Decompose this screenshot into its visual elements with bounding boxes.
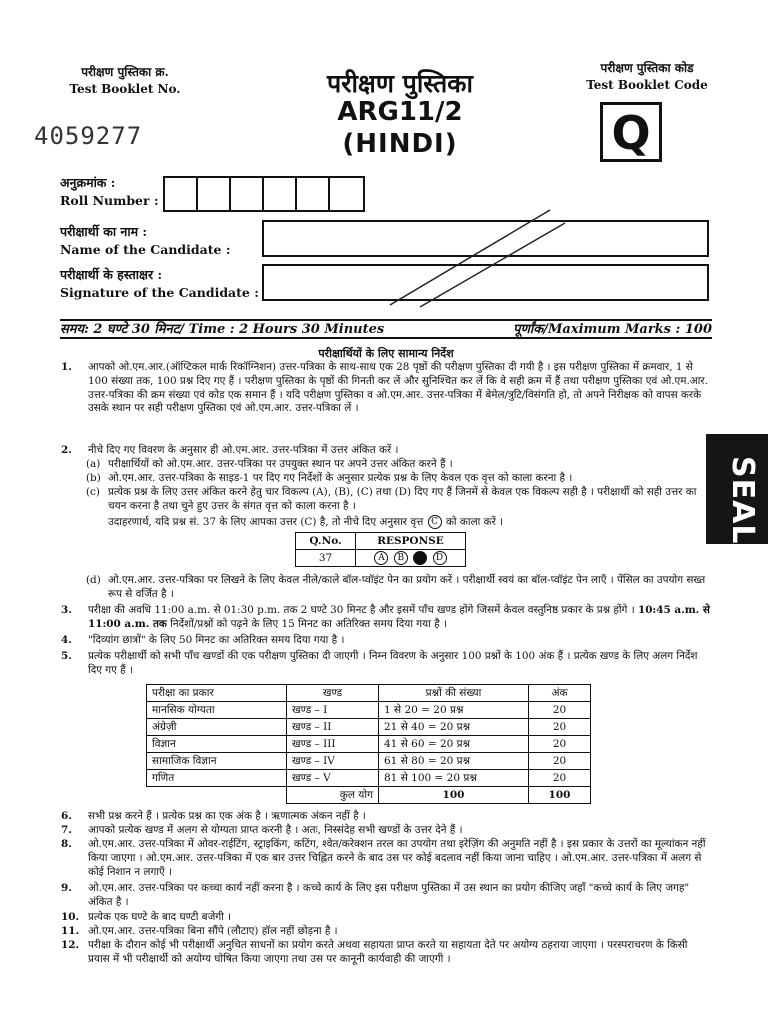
instruction-text: ओ.एम.आर. उत्तर-पत्रिका पर कच्चा कार्य नहीं करना है । कच्चे कार्य के लिए इस परीक्षण पुस्तिका में उस स्थान का प्रयोग कीजिए जहाँ "कच्चे कार्य के लिए जगह" अंकित है । (88, 882, 690, 908)
roll-number-label (60, 174, 159, 210)
section-number: खण्ड – II (287, 719, 379, 736)
instruction-number: 3. (61, 604, 72, 616)
section-table (146, 684, 591, 804)
instruction-text: ओ.एम.आर. उत्तर-पत्रिका के साइड-1 पर दिए गए निर्देशों के अनुसार प्रत्येक प्रश्न के लिए केवल एक वृत्त को काला करना है । (108, 472, 573, 484)
instruction-text-bold: 10:45 a.m. से 11:00 a.m. तक (88, 604, 710, 630)
instruction-7 (61, 824, 710, 838)
response-bubble-c-filled (413, 551, 427, 565)
instruction-9 (61, 882, 710, 910)
instruction-text: आपको प्रत्येक खण्ड में अलग से योग्यता प्राप्त करनी है । अतः, निस्संदेह सभी खण्डों के उत्तर देने हैं । (88, 824, 463, 836)
section-marks: 20 (529, 702, 591, 719)
empty-cell (147, 787, 287, 804)
qno-value: 37 (296, 550, 356, 567)
section-type: गणित (147, 770, 287, 787)
instruction-5 (61, 650, 710, 678)
section-table-header-row (147, 685, 591, 702)
instruction-text: सभी प्रश्न करने हैं । प्रत्येक प्रश्न का एक अंक है । ऋणात्मक अंकन नहीं है । (88, 810, 366, 822)
instruction-2c-example (108, 515, 710, 530)
instruction-sub-label: (c) (86, 486, 100, 498)
instruction-sub-label: (d) (86, 574, 101, 586)
roll-number-cell[interactable] (198, 178, 231, 210)
section-marks: 20 (529, 770, 591, 787)
booklet-number-label-en: Test Booklet No. (69, 82, 181, 96)
instruction-text: परीक्षा के दौरान कोई भी परीक्षार्थी अनुचित साधनों का प्रयोग करते अथवा सहायता प्राप्त करते या सहायता देते पर अयोग्य ठहराया जाएगा । परस्पराचरण के किसी प्रयास में भी परीक्षार्थी को अयोग्य घोषित किया जाएगा तथा उस पर कानूनी कार्यवाही की जाएगी । (88, 939, 688, 965)
booklet-number-label-hi: परीक्षण पुस्तिका क्र. (81, 65, 169, 79)
instruction-10 (61, 911, 710, 925)
booklet-number-label (60, 64, 190, 98)
booklet-number-value: 4059277 (34, 122, 143, 150)
instruction-sub-label: (a) (86, 458, 101, 470)
roll-number-cell[interactable] (165, 178, 198, 210)
instruction-2d (86, 574, 710, 602)
instruction-1 (61, 361, 710, 416)
qno-header: Q.No. (296, 533, 356, 550)
response-header: RESPONSE (356, 533, 466, 550)
instruction-2a (86, 458, 710, 472)
example-text: उदाहरणार्थ, यदि प्रश्न सं. 37 के लिए आपका उत्तर (C) है, तो नीचे दिए अनुसार वृत्त (108, 516, 424, 528)
instruction-text: आपको ओ.एम.आर.(ऑप्टिकल मार्क रिकॉग्निशन) उत्तर-पत्रिका के साथ-साथ एक 28 पृष्ठों की परीक्षण पुस्तिका दी गयी है । इस परीक्षण पुस्तिका में क्रमवार, 1 से 100 संख्या तक, 100 प्रश्न दिए गए हैं । परीक्षण पुस्तिका के पृष्ठों की गिनती कर लें और सुनिश्चित कर लें कि वे सही क्रम में हैं तथा परीक्षण पुस्तिका एवं ओ.एम.आर. उत्तर-पत्रिका की क्रम संख्या एवं कोड एक समान हैं । यदि परीक्षण पुस्तिका व ओ.एम.आर. उत्तर-पत्रिका में बेमेल/त्रुटि/विसंगति हो, तो अपने निरीक्षक को वापस करके उसके स्थान पर सही परीक्षण पुस्तिका एवं ओ.एम.आर. उत्तर-पत्रिका लें । (88, 361, 708, 415)
response-bubble-d: D (433, 551, 447, 565)
section-marks: 20 (529, 736, 591, 753)
response-example-table (295, 532, 466, 567)
instruction-text: प्रत्येक परीक्षार्थी को सभी पाँच खण्डों की एक परीक्षण पुस्तिका दी जाएगी । निम्न विवरण के अनुसार 100 प्रश्नों के 100 अंक हैं । प्रत्येक खण्ड के लिए अलग निर्देश दिए गए हैं । (88, 650, 698, 676)
response-bubble-a: A (374, 551, 388, 565)
instruction-number: 11. (61, 925, 80, 937)
section-number: खण्ड – I (287, 702, 379, 719)
section-questions: 81 से 100 = 20 प्रश्न (379, 770, 529, 787)
section-total-row (147, 787, 591, 804)
table-row (147, 719, 591, 736)
total-marks: 100 (529, 787, 591, 804)
candidate-name-label-hi: परीक्षार्थी का नाम : (60, 224, 148, 239)
table-row (147, 770, 591, 787)
example-text-end: को काला करें । (445, 516, 504, 528)
instruction-6 (61, 810, 710, 824)
instruction-3 (61, 604, 710, 632)
seal-tab (706, 434, 768, 544)
roll-number-label-en: Roll Number : (60, 193, 159, 208)
booklet-code-label (582, 60, 712, 94)
instruction-number: 7. (61, 824, 72, 836)
roll-number-label-hi: अनुक्रमांक : (60, 175, 116, 190)
instruction-text: ओ.एम.आर. उत्तर-पत्रिका बिना सौंपे (लौटाए) हॉल नहीं छोड़ना है । (88, 925, 338, 937)
instruction-2c (86, 486, 710, 514)
instruction-12 (61, 939, 710, 967)
section-type: अंग्रेज़ी (147, 719, 287, 736)
roll-number-cell[interactable] (330, 178, 363, 210)
response-bubbles (356, 550, 466, 567)
booklet-code-label-en: Test Booklet Code (586, 78, 708, 92)
instruction-text: ओ.एम.आर. उत्तर-पत्रिका में ओवर-राईटिंग, स्ट्राइकिंग, कटिंग, श्वेत/करेक्शन तरल का उपयोग तथा इरेज़िंग की अनुमति नहीं है । इस प्रकार के उत्तरों का मूल्यांकन नहीं किया जाएगा । ओ.एम.आर. उत्तर-पत्रिका में एक बार उत्तर चिह्नित करने के बाद उस पर कोई बदलाव नहीं किया जाना चाहिए । ओ.एम.आर. उत्तर-पत्रिका में अलग से कोई निशान न लगाएँ । (88, 838, 706, 878)
section-type: मानसिक योग्यता (147, 702, 287, 719)
booklet-code-box: Q (600, 102, 662, 162)
instruction-number: 9. (61, 882, 72, 894)
exam-duration: समय: 2 घण्टे 30 मिनट/ Time : 2 Hours 30 Minutes (60, 322, 385, 337)
total-questions: 100 (379, 787, 529, 804)
table-row (147, 753, 591, 770)
roll-number-cell[interactable] (297, 178, 330, 210)
exam-code: ARG11/2 (337, 97, 463, 127)
table-row (147, 702, 591, 719)
booklet-title: परीक्षण पुस्तिका (327, 69, 473, 98)
section-marks: 20 (529, 719, 591, 736)
instruction-2b (86, 472, 710, 486)
time-marks-bar (60, 319, 712, 339)
section-table-header: अंक (529, 685, 591, 702)
section-questions: 61 से 80 = 20 प्रश्न (379, 753, 529, 770)
instruction-number: 8. (61, 838, 72, 850)
instruction-number: 6. (61, 810, 72, 822)
instruction-number: 1. (61, 361, 72, 373)
candidate-signature-label-hi: परीक्षार्थी के हस्ताक्षर : (60, 267, 163, 282)
instruction-number: 2. (61, 444, 72, 456)
section-table-header: खण्ड (287, 685, 379, 702)
instruction-text: परीक्षार्थियों को ओ.एम.आर. उत्तर-पत्रिका पर उपयुक्त स्थान पर अपने उत्तर अंकित करने हैं । (108, 458, 453, 470)
section-questions: 1 से 20 = 20 प्रश्न (379, 702, 529, 719)
instruction-text: निर्देशों/प्रश्नों को पढ़ने के लिए 15 मिनट का अतिरिक्त समय दिया गया है । (170, 617, 447, 630)
instruction-text: "दिव्यांग छात्रों" के लिए 50 मिनट का अतिरिक्त समय दिया गया है । (88, 634, 345, 646)
roll-number-cell[interactable] (231, 178, 264, 210)
language-label: (HINDI) (342, 129, 458, 159)
instruction-4 (61, 634, 710, 648)
response-bubble-b: B (394, 551, 408, 565)
example-bubble: C (428, 515, 442, 529)
roll-number-cell[interactable] (264, 178, 297, 210)
instruction-11 (61, 925, 710, 939)
section-number: खण्ड – IV (287, 753, 379, 770)
instruction-text: ओ.एम.आर. उत्तर-पत्रिका पर लिखने के लिए केवल नीले/काले बॉल-प्वॉइंट पेन का प्रयोग करें । परीक्षार्थी स्वयं का बॉल-प्वॉइंट पेन लाएँ । पेंसिल का उपयोग सख्त रूप से वर्जित है । (108, 574, 706, 600)
total-label: कुल योग (287, 787, 379, 804)
maximum-marks: पूर्णांक/Maximum Marks : 100 (513, 322, 712, 337)
instruction-text: प्रत्येक एक घण्टे के बाद घण्टी बजेगी । (88, 911, 232, 923)
instructions-title: परीक्षार्थियों के लिए सामान्य निर्देश (318, 347, 454, 360)
booklet-code-label-hi: परीक्षण पुस्तिका कोड (600, 61, 694, 75)
candidate-signature-label (60, 266, 259, 302)
instruction-number: 10. (61, 911, 80, 923)
section-type: विज्ञान (147, 736, 287, 753)
section-table-header: प्रश्नों की संख्या (379, 685, 529, 702)
section-type: सामाजिक विज्ञान (147, 753, 287, 770)
candidate-signature-label-en: Signature of the Candidate : (60, 285, 259, 300)
section-questions: 21 से 40 = 20 प्रश्न (379, 719, 529, 736)
section-table-header: परीक्षा का प्रकार (147, 685, 287, 702)
instruction-2 (61, 444, 710, 458)
section-number: खण्ड – III (287, 736, 379, 753)
instruction-text: प्रत्येक प्रश्न के लिए उत्तर अंकित करने हेतु चार विकल्प (A), (B), (C) तथा (D) दिए गए हैं जिनमें से केवल एक विकल्प सही है । परीक्षार्थी को सही उत्तर का चयन करना है तथा चुने हुए उत्तर के संगत वृत्त को काला करना है । (108, 486, 697, 512)
section-marks: 20 (529, 753, 591, 770)
candidate-name-label (60, 223, 230, 259)
seal-text: SEAL (725, 456, 760, 545)
table-row (147, 736, 591, 753)
instruction-number: 4. (61, 634, 72, 646)
roll-number-grid[interactable] (163, 176, 365, 212)
instruction-number: 5. (61, 650, 72, 662)
instruction-sub-label: (b) (86, 472, 101, 484)
instruction-number: 12. (61, 939, 80, 951)
instruction-text: नीचे दिए गए विवरण के अनुसार ही ओ.एम.आर. उत्तर-पत्रिका में उत्तर अंकित करें । (88, 444, 399, 456)
section-number: खण्ड – V (287, 770, 379, 787)
instruction-text: परीक्षा की अवधि 11:00 a.m. से 01:30 p.m. तक 2 घण्टे 30 मिनट है और इसमें पाँच खण्ड होंगे जिसमें केवल वस्तुनिष्ठ प्रकार के प्रश्न होंगे । (88, 604, 635, 616)
candidate-name-label-en: Name of the Candidate : (60, 242, 231, 257)
section-questions: 41 से 60 = 20 प्रश्न (379, 736, 529, 753)
diagonal-strike-lines (380, 205, 570, 310)
instruction-8 (61, 838, 710, 879)
